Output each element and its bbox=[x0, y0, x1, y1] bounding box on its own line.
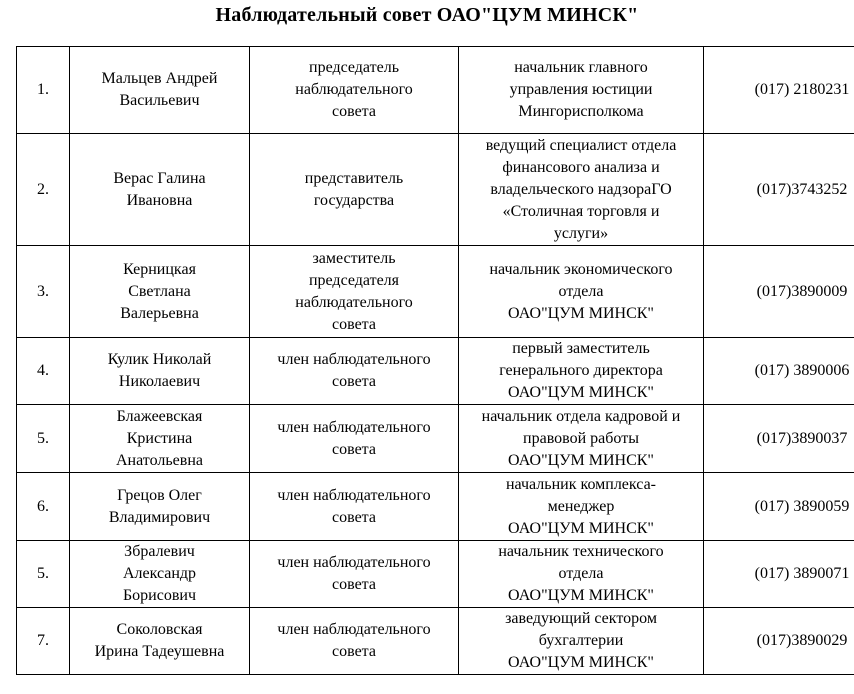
cell-line: владельческого надзораГО bbox=[490, 180, 672, 198]
member-name bbox=[70, 608, 250, 675]
cell-line: Ирина Тадеушевна bbox=[94, 643, 225, 660]
cell-line: член наблюдательного bbox=[277, 554, 431, 571]
member-name bbox=[70, 47, 250, 134]
cell-line: член наблюдательного bbox=[277, 486, 431, 504]
member-role bbox=[250, 47, 459, 134]
cell-line: Борисович bbox=[122, 587, 196, 604]
table-row bbox=[17, 47, 854, 134]
cell-line: услуги» bbox=[553, 224, 609, 242]
cell-line: Анатольевна bbox=[116, 451, 203, 469]
cell-line: начальник отдела кадровой и bbox=[481, 407, 681, 425]
cell-line: бухгалтерии bbox=[538, 632, 624, 649]
member-position bbox=[459, 473, 704, 541]
member-phone: (017)3890037 bbox=[704, 405, 854, 473]
table-row bbox=[17, 134, 854, 246]
cell-line: управления юстиции bbox=[509, 81, 653, 98]
cell-line: Светлана bbox=[128, 282, 191, 300]
cell-line: Владимирович bbox=[108, 508, 211, 526]
member-position bbox=[459, 134, 704, 246]
cell-line: «Столичная торговля и bbox=[502, 202, 660, 220]
table-row bbox=[17, 246, 854, 338]
row-number: 4. bbox=[17, 338, 70, 405]
cell-line: совета bbox=[332, 643, 376, 660]
row-number: 1. bbox=[17, 47, 70, 134]
cell-line: наблюдательного bbox=[295, 81, 413, 98]
row-number: 7. bbox=[17, 608, 70, 675]
cell-line: ОАО"ЦУМ МИНСК" bbox=[508, 519, 654, 537]
cell-line: начальник технического bbox=[498, 543, 664, 560]
cell-line: представитель bbox=[304, 169, 404, 187]
member-position bbox=[459, 608, 704, 675]
cell-line: Валерьевна bbox=[120, 304, 199, 322]
member-phone: (017)3743252 bbox=[704, 134, 854, 246]
row-number: 5. bbox=[17, 541, 70, 608]
table-row bbox=[17, 405, 854, 473]
cell-line: член наблюдательного bbox=[277, 621, 431, 638]
cell-line: отдела bbox=[558, 282, 604, 300]
cell-line: отдела bbox=[558, 565, 604, 582]
cell-line: совета bbox=[332, 103, 376, 120]
cell-line: совета bbox=[332, 315, 376, 333]
cell-line: Керницкая bbox=[123, 260, 196, 278]
cell-line: совета bbox=[332, 373, 376, 390]
member-position bbox=[459, 405, 704, 473]
council-table-body bbox=[17, 47, 854, 675]
cell-line: правовой работы bbox=[523, 429, 639, 447]
member-name bbox=[70, 338, 250, 405]
cell-line: ОАО"ЦУМ МИНСК" bbox=[508, 451, 654, 469]
cell-line: Кристина bbox=[126, 429, 193, 447]
cell-line: начальник экономического bbox=[489, 260, 673, 278]
member-name bbox=[70, 134, 250, 246]
cell-line: Верас Галина bbox=[113, 169, 206, 187]
table-row bbox=[17, 338, 854, 405]
member-phone: (017) 3890059 bbox=[704, 473, 854, 541]
member-role bbox=[250, 473, 459, 541]
cell-line: менеджер bbox=[547, 497, 615, 515]
cell-line: заведующий сектором bbox=[505, 610, 657, 627]
cell-line: Блажеевская bbox=[116, 407, 203, 425]
cell-line: председателя bbox=[308, 271, 400, 289]
cell-line: совета bbox=[332, 576, 376, 593]
cell-line: Александр bbox=[122, 565, 197, 582]
cell-line: начальник главного bbox=[514, 59, 648, 76]
row-number: 2. bbox=[17, 134, 70, 246]
cell-line: заместитель bbox=[312, 249, 396, 267]
member-role bbox=[250, 541, 459, 608]
cell-line: член наблюдательного bbox=[277, 418, 431, 436]
cell-line: Збралевич bbox=[124, 543, 195, 560]
cell-line: совета bbox=[332, 508, 376, 526]
cell-line: первый заместитель bbox=[512, 340, 650, 357]
row-number: 5. bbox=[17, 405, 70, 473]
member-role bbox=[250, 246, 459, 338]
member-role bbox=[250, 608, 459, 675]
member-name bbox=[70, 246, 250, 338]
cell-line: Грецов Олег bbox=[117, 486, 202, 504]
row-number: 3. bbox=[17, 246, 70, 338]
member-phone: (017)3890009 bbox=[704, 246, 854, 338]
cell-line: начальник комплекса- bbox=[505, 475, 657, 493]
member-phone: (017) 2180231 bbox=[704, 47, 854, 134]
cell-line: Николаевич bbox=[118, 373, 201, 390]
cell-line: Ивановна bbox=[126, 191, 193, 209]
cell-line: финансового анализа и bbox=[502, 158, 660, 176]
cell-line: председатель bbox=[309, 59, 399, 76]
cell-line: Соколовская bbox=[116, 621, 203, 638]
table-row bbox=[17, 473, 854, 541]
member-position bbox=[459, 338, 704, 405]
page-title: Наблюдательный совет ОАО"ЦУМ МИНСК" bbox=[215, 4, 639, 26]
cell-line: Мингорисполкома bbox=[518, 103, 644, 120]
member-name bbox=[70, 405, 250, 473]
member-role bbox=[250, 134, 459, 246]
member-position bbox=[459, 47, 704, 134]
cell-line: ОАО"ЦУМ МИНСК" bbox=[508, 304, 654, 322]
cell-line: генерального директора bbox=[499, 362, 663, 379]
cell-line: ведущий специалист отдела bbox=[485, 136, 677, 154]
cell-line: ОАО"ЦУМ МИНСК" bbox=[508, 384, 654, 401]
council-table bbox=[16, 46, 854, 675]
cell-line: ОАО"ЦУМ МИНСК" bbox=[508, 654, 654, 671]
cell-line: член наблюдательного bbox=[277, 351, 431, 368]
member-name bbox=[70, 473, 250, 541]
member-role bbox=[250, 338, 459, 405]
cell-line: совета bbox=[332, 440, 376, 458]
cell-line: наблюдательного bbox=[295, 293, 413, 311]
cell-line: Мальцев Андрей bbox=[101, 70, 218, 87]
table-row bbox=[17, 608, 854, 675]
row-number: 6. bbox=[17, 473, 70, 541]
table-row bbox=[17, 541, 854, 608]
member-phone: (017)3890029 bbox=[704, 608, 854, 675]
member-role bbox=[250, 405, 459, 473]
cell-line: Васильевич bbox=[119, 92, 200, 109]
member-position bbox=[459, 541, 704, 608]
member-phone: (017) 3890071 bbox=[704, 541, 854, 608]
member-position bbox=[459, 246, 704, 338]
cell-line: ОАО"ЦУМ МИНСК" bbox=[508, 587, 654, 604]
member-name bbox=[70, 541, 250, 608]
cell-line: Кулик Николай bbox=[107, 351, 212, 368]
cell-line: государства bbox=[313, 191, 395, 209]
member-phone: (017) 3890006 bbox=[704, 338, 854, 405]
